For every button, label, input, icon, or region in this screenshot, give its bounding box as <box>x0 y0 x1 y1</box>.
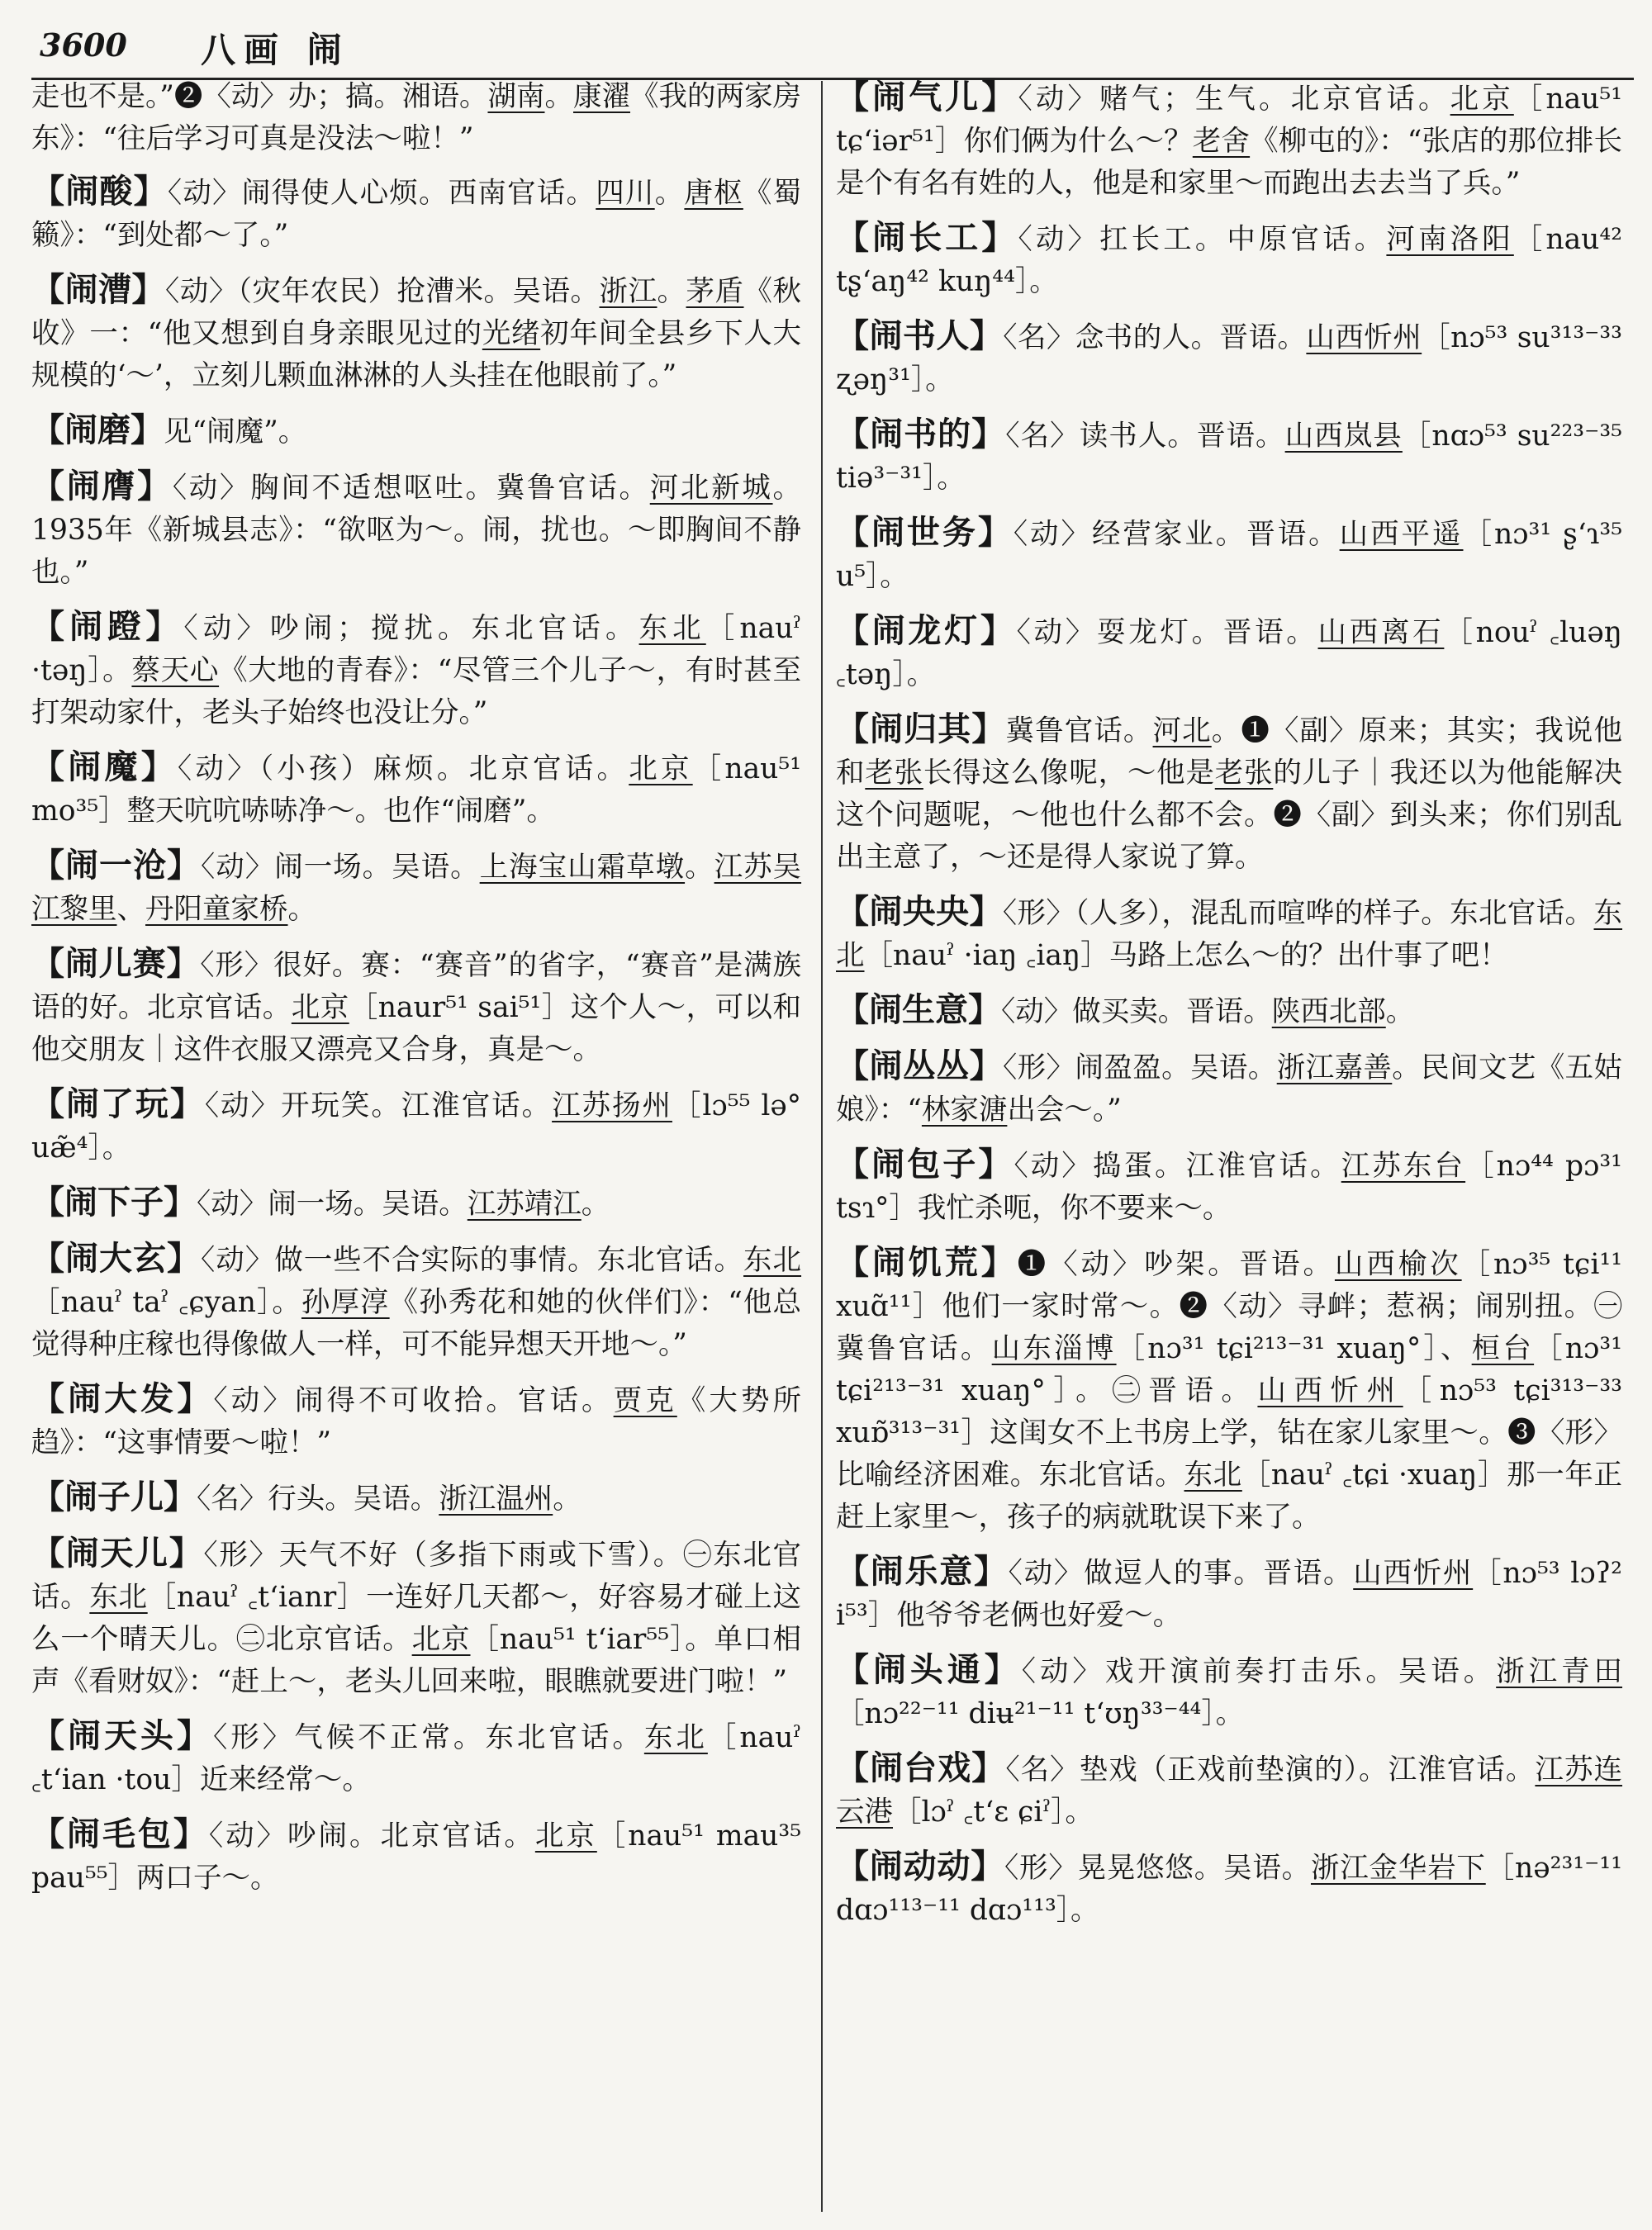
entry-text: ［nau⁵¹ mau³⁵ pau⁵⁵］两口子～。 <box>31 1820 802 1895</box>
headword-text: 闹毛包 <box>66 1815 173 1853</box>
entry-headword <box>31 467 173 505</box>
dictionary-entry <box>31 409 801 453</box>
headword-bracket-close: 】 <box>971 1748 1006 1787</box>
headword-text: 闹酸 <box>65 172 134 211</box>
headword-bracket-open: 【 <box>31 1379 69 1418</box>
entry-text: 出会～。” <box>1007 1094 1122 1127</box>
entry-headword <box>836 1847 1004 1886</box>
entry-headword <box>836 1046 1003 1085</box>
dictionary-entry <box>31 1237 801 1366</box>
underlined-proper-name: 北京 <box>291 991 349 1024</box>
headword-bracket-open: 【 <box>836 709 871 748</box>
entry-headword <box>31 1478 197 1516</box>
dictionary-entry <box>31 1181 801 1226</box>
headword-text: 闹儿赛 <box>64 944 167 983</box>
headword-text: 闹魔 <box>68 747 141 786</box>
dictionary-entry <box>836 76 1622 205</box>
dictionary-entry <box>31 1715 801 1801</box>
entry-text: 走也不是。”❷〈动〉办；搞。湘语。 <box>31 80 488 113</box>
column-right <box>836 76 1622 1943</box>
underlined-proper-name: 北京 <box>629 752 693 785</box>
entry-headword <box>836 611 1017 650</box>
entry-text: ［naur⁵¹ sai⁵¹］这个人～，可以和他交朋友｜这件衣服又漂亮又合身，真是～。 <box>31 991 802 1066</box>
entry-text: ［nɔ³¹ ʂ‘ɿ³⁵ u⁵］。 <box>836 518 1623 593</box>
underlined-proper-name: 桓台 <box>1471 1332 1535 1365</box>
entry-text: 〈动〉闹一场。吴语。 <box>197 1188 468 1221</box>
headword-bracket-open: 【 <box>836 611 872 650</box>
entry-text: ［nɔ³¹ tɕi²¹³⁻³¹ xuaŋ°］、 <box>1116 1332 1472 1365</box>
dictionary-entry <box>836 1550 1622 1637</box>
headword-bracket-close: 】 <box>166 944 201 983</box>
underlined-proper-name: 林家溏 <box>921 1094 1008 1127</box>
headword-bracket-open: 【 <box>836 1243 872 1282</box>
headword-bracket-open: 【 <box>836 316 870 355</box>
headword-bracket-open: 【 <box>31 747 69 786</box>
underlined-proper-name: 丹阳童家桥 <box>145 893 288 926</box>
entry-text: 。 <box>581 1188 610 1221</box>
headword-bracket-close: 】 <box>969 316 1004 355</box>
headword-text: 闹子儿 <box>64 1478 164 1516</box>
entry-text: 〈形〉闹盈盈。吴语。 <box>1003 1051 1277 1084</box>
dictionary-entry <box>31 942 801 1071</box>
dictionary-entry <box>31 1813 801 1900</box>
dictionary-entry <box>836 1045 1622 1132</box>
entry-text: 《柳屯的》：“张店的那位排长是个有名有姓的人，他是和家里～而跑出去去当了兵。” <box>836 125 1622 200</box>
underlined-proper-name: 蔡天心 <box>131 654 220 687</box>
entry-text: 〈形〉（人多），混乱而喧哗的样子。东北官话。 <box>1002 897 1594 930</box>
entry-headword <box>31 1716 213 1755</box>
underlined-proper-name: 东北 <box>836 897 1623 972</box>
headword-bracket-open: 【 <box>31 1084 66 1123</box>
headword-bracket-close: 】 <box>145 607 184 646</box>
entry-text: ［nau⁵¹ tɕ‘iər⁵¹］你们俩为什么～？ <box>836 83 1623 158</box>
headword-bracket-open: 【 <box>31 467 67 505</box>
headword-text: 闹长工 <box>872 218 982 257</box>
entry-text: ［nɔ⁴⁴ pɔ³¹ tsɿ°］我忙杀呃，你不要来～。 <box>836 1150 1623 1225</box>
entry-text: 。 <box>544 80 573 113</box>
entry-headword <box>31 747 178 786</box>
entry-headword <box>31 1084 205 1123</box>
entry-text: 《秋收》一：“他又想到自身亲眼见过的 <box>31 275 801 350</box>
entry-text: ［nau⁴² tʂ‘aŋ⁴² kuŋ⁴⁴］。 <box>836 223 1623 298</box>
underlined-proper-name: 孙厚淳 <box>301 1286 390 1319</box>
headword-bracket-close: 】 <box>968 990 1001 1029</box>
column-divider <box>821 81 823 2212</box>
dictionary-entry <box>836 1143 1622 1230</box>
dictionary-entry <box>836 1845 1622 1932</box>
underlined-proper-name: 四川 <box>596 177 655 210</box>
underlined-proper-name: 山西忻州 <box>1257 1374 1403 1407</box>
entry-text: 〈动〉经营家业。晋语。 <box>1013 518 1340 551</box>
dictionary-entry <box>836 511 1622 598</box>
underlined-proper-name: 山西离石 <box>1317 616 1445 649</box>
entry-text: 〈动〉赌气；生气。北京官话。 <box>1018 83 1450 116</box>
underlined-proper-name: 江苏东台 <box>1341 1150 1466 1183</box>
entry-text: 〈动〉（小孩）麻烦。北京官话。 <box>177 752 629 785</box>
headword-bracket-close: 】 <box>166 1239 201 1278</box>
headword-bracket-open: 【 <box>836 78 873 116</box>
entry-text: 〈名〉念书的人。晋语。 <box>1003 321 1307 354</box>
underlined-proper-name: 浙江嘉善 <box>1276 1051 1393 1084</box>
entry-text: ［nɑɔ⁵³ su²²³⁻³⁵ tiə³⁻³¹］。 <box>836 420 1623 495</box>
entry-headword <box>31 270 165 309</box>
entry-text: 〈形〉气候不正常。东北官话。 <box>213 1721 644 1754</box>
entry-text: 〈动〉闹得使人心烦。西南官话。 <box>167 177 596 210</box>
entry-headword <box>836 218 1018 257</box>
entry-text: 。 <box>654 177 685 210</box>
headword-bracket-close: 】 <box>164 1183 197 1222</box>
entry-headword <box>836 990 1001 1029</box>
headword-bracket-close: 】 <box>971 709 1006 748</box>
entry-text: 《我的两家房东》：“往后学习可真是没法～啦！” <box>31 80 802 155</box>
entry-headword <box>836 709 1006 748</box>
headword-text: 闹央央 <box>869 892 970 931</box>
entry-text: 〈形〉很好。赛：“赛音”的省字，“赛音”是满族语的好。北京官话。 <box>31 949 801 1024</box>
underlined-proper-name: 山西岚县 <box>1284 420 1403 453</box>
headword-bracket-open: 【 <box>836 892 870 931</box>
entry-headword <box>31 1379 213 1418</box>
entry-text: ［nɔ²²⁻¹¹ diʉ²¹⁻¹¹ t‘ʊŋ³³⁻⁴⁴］。 <box>836 1697 1245 1730</box>
underlined-proper-name: 江苏靖江 <box>467 1188 582 1221</box>
dictionary-entry <box>836 1241 1622 1539</box>
entry-text: 〈动〉做逗人的事。晋语。 <box>1008 1557 1354 1590</box>
entry-text: 初年间全县乡下人大规模的‘～’，立刻儿颗血淋淋的人头挂在他眼前了。” <box>31 317 802 392</box>
dictionary-entry <box>31 844 801 931</box>
headword-bracket-close: 】 <box>169 1534 204 1573</box>
underlined-proper-name: 浙江 <box>599 275 657 308</box>
entry-text: 〈动〉耍龙灯。晋语。 <box>1016 616 1318 649</box>
dictionary-entry <box>31 746 801 833</box>
headword-bracket-close: 】 <box>977 513 1014 552</box>
dictionary-entry <box>836 890 1622 977</box>
headword-bracket-open: 【 <box>31 172 66 211</box>
underlined-proper-name: 陕西北部 <box>1271 995 1386 1028</box>
headword-bracket-open: 【 <box>31 410 64 449</box>
entry-headword <box>836 1650 1022 1689</box>
page-header <box>31 15 1626 74</box>
entry-text: ［nɔ³⁵ tɕi¹¹ xuɑ̃¹¹］他们一家时常～。❷〈动〉寻衅；惹祸；闹别扭。㊀冀鲁官话。 <box>836 1248 1623 1365</box>
underlined-proper-name: 东北 <box>743 1244 802 1277</box>
underlined-proper-name: 东北 <box>643 1721 708 1754</box>
column-left <box>31 76 801 1911</box>
headword-text: 闹龙灯 <box>871 611 980 650</box>
underlined-proper-name: 北京 <box>411 1623 471 1656</box>
entry-text: ［lɔˀ ꜀t‘ɛ ɕiˀ］。 <box>893 1796 1094 1829</box>
entry-text: ［nə²³¹⁻¹¹ dɑɔ¹¹³⁻¹¹ dɑɔ¹¹³］。 <box>836 1852 1623 1927</box>
dictionary-entry <box>31 465 801 594</box>
headword-text: 闹书人 <box>869 316 970 355</box>
entry-headword <box>836 415 1005 453</box>
entry-text: 。民间文艺《五姑娘》：“ <box>836 1051 1623 1127</box>
entry-text: 。 <box>553 1483 582 1516</box>
headword-bracket-open: 【 <box>31 1815 67 1853</box>
entry-headword <box>836 513 1014 552</box>
entry-headword <box>31 1534 203 1573</box>
underlined-proper-name: 山西平遥 <box>1339 518 1464 551</box>
underlined-proper-name: 上海宝山霜草墩 <box>479 851 686 884</box>
headword-bracket-close: 】 <box>978 1145 1014 1184</box>
entry-text: 《蜀籁》：“到处都～了。” <box>31 177 802 252</box>
underlined-proper-name: 唐枢 <box>684 177 743 210</box>
entry-headword <box>31 846 201 885</box>
entry-headword <box>836 1748 1005 1787</box>
entry-text: 〈动〉闹一场。吴语。 <box>200 851 480 884</box>
dictionary-entry <box>836 315 1622 401</box>
entry-text: 〈动〉开玩笑。江淮官话。 <box>204 1089 553 1122</box>
headword-bracket-close: 】 <box>981 218 1018 257</box>
underlined-proper-name: 江苏吴江黎里 <box>31 851 802 926</box>
entry-continuation <box>31 76 801 160</box>
headword-bracket-open: 【 <box>836 513 871 552</box>
underlined-proper-name: 康濯 <box>573 80 631 113</box>
underlined-proper-name: 东北 <box>1184 1459 1242 1492</box>
headword-bracket-close: 】 <box>131 270 165 309</box>
entry-text: ［nauˀ taˀ ꜀ɕyan］。 <box>31 1286 301 1319</box>
headword-bracket-open: 【 <box>836 990 869 1029</box>
section-label: 八画 闹 <box>201 30 350 70</box>
headword-text: 闹包子 <box>871 1145 979 1184</box>
headword-bracket-close: 】 <box>980 1243 1018 1282</box>
headword-bracket-close: 】 <box>173 1815 209 1853</box>
headword-bracket-close: 】 <box>973 1552 1009 1591</box>
entry-text: ［nouˀ ꜀luəŋ ꜀təŋ］。 <box>836 616 1622 691</box>
headword-bracket-close: 】 <box>980 611 1017 650</box>
entry-text: ［nauˀ ·iaŋ ꜀iaŋ］马路上怎么～的？出什事了吧！ <box>864 939 1508 972</box>
headword-bracket-open: 【 <box>836 1145 872 1184</box>
entry-headword <box>31 1815 209 1853</box>
headword-bracket-open: 【 <box>31 1239 65 1278</box>
dictionary-entry <box>836 1747 1622 1834</box>
headword-text: 闹下子 <box>64 1183 164 1222</box>
underlined-proper-name: 东北 <box>89 1581 148 1614</box>
headword-text: 闹天儿 <box>65 1534 169 1573</box>
headword-text: 闹膺 <box>66 467 138 505</box>
headword-bracket-open: 【 <box>31 1478 64 1516</box>
headword-bracket-close: 】 <box>969 892 1003 931</box>
underlined-proper-name: 河北 <box>1152 714 1212 747</box>
underlined-proper-name: 老张 <box>865 757 923 790</box>
headword-text: 闹头通 <box>872 1650 985 1689</box>
entry-text: 《大势所趋》：“这事情要～啦！” <box>31 1384 802 1459</box>
entry-text: 〈名〉行头。吴语。 <box>197 1483 439 1516</box>
entry-text: 长得这么像呢，～他是 <box>923 757 1215 790</box>
entry-text: 《孙秀花和她的伙伴们》：“他总觉得种庄稼也得像做人一样，可不能异想天开地～。” <box>31 1286 802 1361</box>
headword-bracket-close: 】 <box>164 1478 197 1516</box>
underlined-proper-name: 北京 <box>534 1820 597 1853</box>
entry-text: 〈形〉天气不好（多指下雨或下雪）。㊀东北官话。 <box>31 1539 802 1614</box>
underlined-proper-name: 山东淄博 <box>991 1332 1117 1365</box>
headword-bracket-open: 【 <box>836 1748 871 1787</box>
headword-text: 闹了玩 <box>65 1084 170 1123</box>
headword-text: 闹生意 <box>869 990 968 1029</box>
underlined-proper-name: 浙江青田 <box>1496 1655 1623 1688</box>
entry-text: 〈动〉（灾年农民）抢漕米。吴语。 <box>165 275 600 308</box>
headword-text: 闹天头 <box>68 1716 178 1755</box>
headword-bracket-close: 】 <box>177 1379 214 1418</box>
headword-text: 闹归其 <box>870 709 972 748</box>
dictionary-entry <box>836 610 1622 696</box>
dictionary-entry <box>31 1476 801 1521</box>
underlined-proper-name: 北京 <box>1450 83 1514 116</box>
entry-text: ❶〈动〉吵架。晋语。 <box>1017 1248 1335 1281</box>
headword-bracket-close: 】 <box>971 1847 1004 1886</box>
headword-text: 闹磨 <box>64 410 131 449</box>
headword-text: 闹乐意 <box>870 1552 974 1591</box>
entry-text: 。1935年《新城县志》：“欲呕为～。闹，扰也。～即胸间不静也。” <box>31 472 802 589</box>
entry-text: 、 <box>116 893 145 926</box>
headword-bracket-close: 】 <box>969 1046 1003 1085</box>
headword-bracket-open: 【 <box>836 1847 870 1886</box>
headword-bracket-close: 】 <box>137 467 173 505</box>
underlined-proper-name: 浙江金华岩下 <box>1310 1852 1486 1885</box>
headword-text: 闹饥荒 <box>871 1243 981 1282</box>
entry-headword <box>31 1239 201 1278</box>
headword-text: 闹大玄 <box>65 1239 167 1278</box>
headword-bracket-open: 【 <box>31 944 65 983</box>
headword-text: 闹书的 <box>870 415 972 453</box>
headword-bracket-open: 【 <box>836 1650 873 1689</box>
headword-bracket-close: 】 <box>971 415 1006 453</box>
underlined-proper-name: 江苏连云港 <box>836 1753 1623 1829</box>
headword-text: 闹大发 <box>68 1379 178 1418</box>
headword-text: 闹蹬 <box>69 607 146 646</box>
entry-text: 〈动〉吵闹。北京官话。 <box>208 1820 535 1853</box>
entry-text: ［nauˀ ·təŋ］。 <box>31 612 802 687</box>
entry-headword <box>836 1552 1009 1591</box>
entry-text: 〈动〉闹得不可收拾。官话。 <box>213 1384 614 1417</box>
entry-text: 的儿子｜我还以为他能解决这个问题呢，～他也什么都不会。❷〈副〉到头来；你们别乱出主意了，～还是得人家说了算。 <box>836 757 1623 874</box>
dictionary-entry <box>836 708 1622 879</box>
dictionary-entry <box>31 268 801 397</box>
entry-headword <box>836 316 1003 355</box>
headword-bracket-close: 】 <box>166 846 201 885</box>
entry-text: 〈名〉垫戏（正戏前垫演的）。江淮官话。 <box>1005 1753 1536 1786</box>
headword-text: 闹台戏 <box>870 1748 972 1787</box>
entry-text: 。❶〈副〉原来；其实；我说他和 <box>836 714 1623 790</box>
headword-bracket-open: 【 <box>31 1183 64 1222</box>
underlined-proper-name: 东北 <box>638 612 706 645</box>
headword-bracket-close: 】 <box>981 78 1018 116</box>
headword-text: 闹漕 <box>64 270 132 309</box>
headword-bracket-open: 【 <box>836 1046 870 1085</box>
dictionary-entry <box>31 1083 801 1170</box>
entry-text: ［nɔ⁵³ lɔʔ² i⁵³］他爷爷老俩也好爱～。 <box>836 1557 1622 1632</box>
entry-text: 。 <box>1385 995 1415 1028</box>
entry-headword <box>31 607 183 646</box>
underlined-proper-name: 老张 <box>1214 757 1274 790</box>
headword-bracket-open: 【 <box>31 270 65 309</box>
headword-bracket-open: 【 <box>31 1716 69 1755</box>
entry-text: 〈动〉做一些不合实际的事情。东北官话。 <box>200 1244 744 1277</box>
entry-headword <box>836 78 1018 116</box>
page-number: 3600 <box>40 26 127 64</box>
entry-text: 〈动〉做买卖。晋语。 <box>1001 995 1272 1028</box>
entry-text: 〈形〉晃晃悠悠。吴语。 <box>1004 1852 1311 1885</box>
underlined-proper-name: 河南洛阳 <box>1386 223 1514 256</box>
underlined-proper-name: 山西忻州 <box>1306 321 1422 354</box>
headword-text: 闹动动 <box>869 1847 971 1886</box>
entry-text: 《大地的青春》：“尽管三个儿子～，有时甚至打架动家什，老头子始终也没让分。” <box>31 654 802 729</box>
headword-text: 闹丛丛 <box>869 1046 970 1085</box>
entry-text: 〈动〉胸间不适想呕吐。冀鲁官话。 <box>172 472 650 505</box>
entry-text: ［nauˀ ꜀t‘ian ·tou］近来经常～。 <box>31 1721 802 1796</box>
dictionary-entry <box>31 170 801 257</box>
headword-bracket-close: 】 <box>133 172 168 211</box>
entry-headword <box>31 410 164 449</box>
headword-bracket-open: 【 <box>31 1534 66 1573</box>
entry-text: ［nɔ⁵³ su³¹³⁻³³ ʐəŋ³¹］。 <box>836 321 1623 396</box>
entry-headword <box>31 944 200 983</box>
headword-bracket-open: 【 <box>836 218 873 257</box>
headword-bracket-open: 【 <box>836 1552 871 1591</box>
underlined-proper-name: 山西忻州 <box>1353 1557 1474 1590</box>
entry-text: ［nɔ⁵³ tɕi³¹³⁻³³ xuɒ̃³¹³⁻³¹］这闺女不上书房上学，钻在家儿家里～。❸〈形〉比喻经济困难。东北官话。 <box>836 1374 1623 1492</box>
entry-text: ［nɔ³¹ tɕi²¹³⁻³¹ xuaŋ°］。㊁晋语。 <box>836 1332 1623 1407</box>
entry-text: 〈名〉读书人。晋语。 <box>1005 420 1285 453</box>
dictionary-entry <box>836 413 1622 500</box>
underlined-proper-name: 贾克 <box>613 1384 677 1417</box>
entry-text: ［lɔ⁵⁵ lə° uæ̃⁴］。 <box>31 1089 802 1165</box>
underlined-proper-name: 湖南 <box>487 80 545 113</box>
headword-bracket-close: 】 <box>984 1650 1022 1689</box>
dictionary-entry <box>31 605 801 734</box>
entry-text: 冀鲁官话。 <box>1005 714 1153 747</box>
headword-bracket-close: 】 <box>169 1084 205 1123</box>
dictionary-entry <box>31 1532 801 1703</box>
headword-text: 闹气儿 <box>872 78 982 116</box>
entry-headword <box>836 1145 1014 1184</box>
entry-text: 。 <box>287 893 316 926</box>
entry-text: ［nauˀ ꜀tɕi ·xuaŋ］那一年正赶上家里～，孩子的病就耽误下来了。 <box>836 1459 1623 1534</box>
headword-bracket-open: 【 <box>31 607 70 646</box>
entry-headword <box>31 172 168 211</box>
entry-headword <box>836 1243 1018 1282</box>
entry-headword <box>31 1183 197 1222</box>
underlined-proper-name: 河北新城 <box>649 472 773 505</box>
entry-text: 。 <box>685 851 714 884</box>
dictionary-entry <box>836 216 1622 303</box>
entry-text: 见“闹魔”。 <box>164 415 307 448</box>
entry-text: 〈动〉捣蛋。江淮官话。 <box>1014 1150 1341 1183</box>
entry-text: ［nau⁵¹ t‘iar⁵⁵］。单口相声《看财奴》：“赶上～，老头儿回来啦，眼瞧就要进门啦！” <box>31 1623 801 1698</box>
headword-bracket-close: 】 <box>177 1716 214 1755</box>
entry-text: 〈动〉吵闹；搅扰。东北官话。 <box>183 612 639 645</box>
dictionary-entry <box>31 1378 801 1464</box>
underlined-proper-name: 老舍 <box>1192 125 1251 158</box>
underlined-proper-name: 山西榆次 <box>1334 1248 1462 1281</box>
underlined-proper-name: 浙江温州 <box>439 1483 553 1516</box>
dictionary-entry <box>836 1649 1622 1735</box>
underlined-proper-name: 江苏扬州 <box>552 1089 672 1122</box>
headword-text: 闹世务 <box>871 513 978 552</box>
entry-headword <box>836 892 1003 931</box>
underlined-proper-name: 茅盾 <box>686 275 744 308</box>
entry-text: ［nau⁵¹ mo³⁵］整天吭吭哧哧净～。也作“闹磨”。 <box>31 752 802 828</box>
headword-bracket-close: 】 <box>140 747 178 786</box>
entry-text: 。 <box>657 275 686 308</box>
headword-bracket-open: 【 <box>836 415 871 453</box>
underlined-proper-name: 光绪 <box>482 317 541 350</box>
entry-text: 〈动〉戏开演前奏打击乐。吴语。 <box>1021 1655 1497 1688</box>
entry-text: 〈动〉扛长工。中原官话。 <box>1018 223 1387 256</box>
headword-bracket-close: 】 <box>131 410 164 449</box>
dictionary-entry <box>836 989 1622 1033</box>
headword-bracket-open: 【 <box>31 846 65 885</box>
entry-text: ［nauˀ ꜀t‘ianr］一连好几天都～，好容易才碰上这么一个晴天儿。㊁北京官话。 <box>31 1581 801 1656</box>
headword-text: 闹一沧 <box>65 846 167 885</box>
